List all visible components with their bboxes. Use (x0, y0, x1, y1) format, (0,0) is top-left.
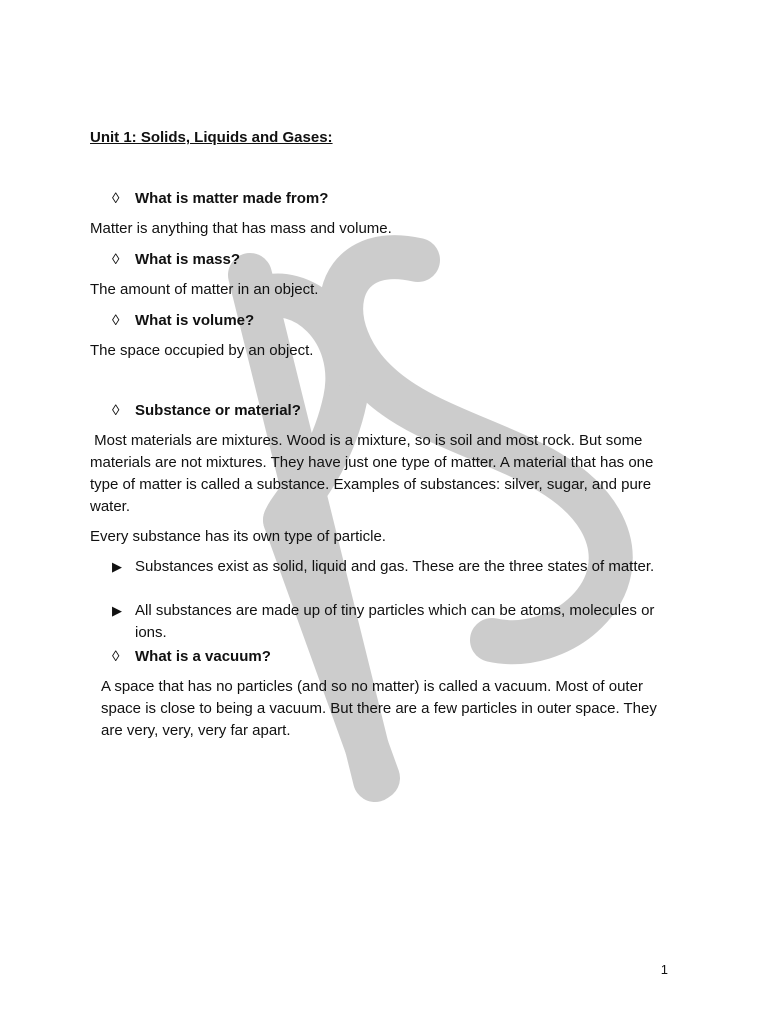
question-volume (112, 312, 254, 329)
diamond-icon: ◊ (112, 402, 120, 419)
answer-vacuum: A space that has no particles (and so no matter) is called a vacuum. Most of outer space is close to being a vacuum. But there are a few particles in outer space. They are very, very, very far apart. (101, 678, 657, 739)
answer-substance-particle: Every substance has its own type of particle. (90, 528, 386, 545)
arrow-icon: ▶ (112, 603, 122, 618)
bullet-text: Substances exist as solid, liquid and gas. These are the three states of matter. (135, 558, 655, 575)
question-matter (112, 190, 328, 207)
question-vacuum (112, 648, 271, 665)
diamond-icon: ◊ (112, 251, 120, 268)
question-text: What is volume? (135, 312, 255, 329)
diamond-icon: ◊ (112, 648, 120, 665)
answer-matter: Matter is anything that has mass and volume. (90, 220, 392, 237)
arrow-icon: ▶ (112, 559, 122, 574)
diamond-icon: ◊ (112, 312, 120, 329)
page-number: 1 (660, 962, 668, 977)
question-text: What is matter made from? (135, 190, 329, 207)
page-title: Unit 1: Solids, Liquids and Gases: (90, 129, 333, 146)
question-text: What is mass? (135, 251, 241, 268)
question-mass (112, 251, 240, 268)
bullet-particles (112, 600, 662, 644)
bullet-states (112, 556, 662, 578)
question-text: What is a vacuum? (135, 648, 271, 665)
question-substance (112, 402, 301, 419)
answer-volume: The space occupied by an object. (90, 342, 314, 359)
question-text: Substance or material? (135, 402, 301, 419)
answer-substance: Most materials are mixtures. Wood is a mixture, so is soil and most rock. But some materials are not mixtures. They have just one type of matter. A material that has one type of matter is called a substance. Examples of substances: silver, sugar, and pure water. (90, 432, 658, 515)
answer-mass: The amount of matter in an object. (90, 281, 319, 298)
diamond-icon: ◊ (112, 190, 120, 207)
bullet-text: All substances are made up of tiny particles which can be atoms, molecules or ions. (135, 602, 655, 641)
